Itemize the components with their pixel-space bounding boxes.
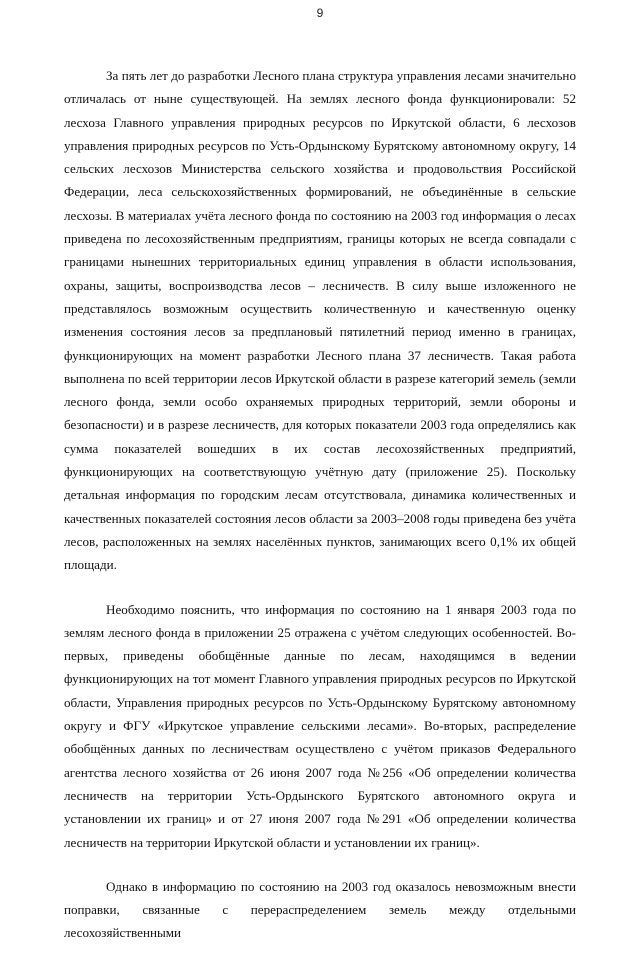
body-text [64,64,576,966]
page-number: 9 [316,6,324,20]
paragraph-forest-management-history: За пять лет до разработки Лесного плана структура управления лесами значительно отличалась от ныне существующей. На землях лесного фонда функционировали: 52 лесхоза Главного управления природных ресурсов по Иркутской области, 6 лесхозов управления природных ресурсов по Усть-Ордынскому Бурятскому автономному округу, 14 сельских лесхозов Министерства сельского хозяйства и продовольствия Российской Федерации, леса сельскохозяйственных формирований, не объединённые в сельские лесхозы. В материалах учёта лесного фонда по состоянию на 2003 год информация о лесах приведена по лесохозяйственным предприятиям, границы которых не всегда совпадали с границами нынешних территориальных единиц управления в области использования, охраны, защиты, воспроизводства лесов – лесничеств. В силу выше изложенного не представлялось возможным осуществить количественную и качественную оценку изменения состояния лесов за предплановый пятилетний период именно в границах, функционирующих на момент разработки Лесного плана 37 лесничеств. Такая работа выполнена по всей территории лесов Иркутской области в разрезе категорий земель (земли лесного фонда, земли особо охраняемых природных территорий, земли обороны и безопасности) и в разрезе лесничеств, для которых показатели 2003 года определялись как сумма показателей вошедших в их состав лесохозяйственных предприятий, функционирующих на соответствующую учётную дату (приложение 25). Поскольку детальная информация по городским лесам отсутствовала, динамика количественных и качественных показателей состояния лесов области за 2003–2008 годы приведена без учёта лесов, расположенных на землях населённых пунктов, занимающих всего 0,1% их общей площади. [64,68,576,573]
paragraph-data-explanation: Необходимо пояснить, что информация по состоянию на 1 января 2003 года по землям лесного фонда в приложении 25 отражена с учётом следующих особенностей. Во-первых, приведены обобщённые данные по лесам, находящимся в ведении функционирующих на тот момент Главного управления природных ресурсов по Иркутской области, Управления природных ресурсов по Усть-Ордынскому Бурятскому автономному округу и ФГУ «Иркутское управление сельскими лесами». Во-вторых, распределение обобщённых данных по лесничествам осуществлено с учётом приказов Федерального агентства лесного хозяйства от 26 июня 2007 года №256 «Об определении количества лесничеств на территории Усть-Ордынского Бурятского автономного округа и установлении их границ» и от 27 июня 2007 года №291 «Об определении количества лесничеств на территории Иркутской области и установлении их границ». [64,601,576,850]
paragraph-corrections-note: Однако в информацию по состоянию на 2003 год оказалось невозможным внести поправки, связанные с перераспределением земель между отдельными лесохозяйственными [64,878,576,941]
